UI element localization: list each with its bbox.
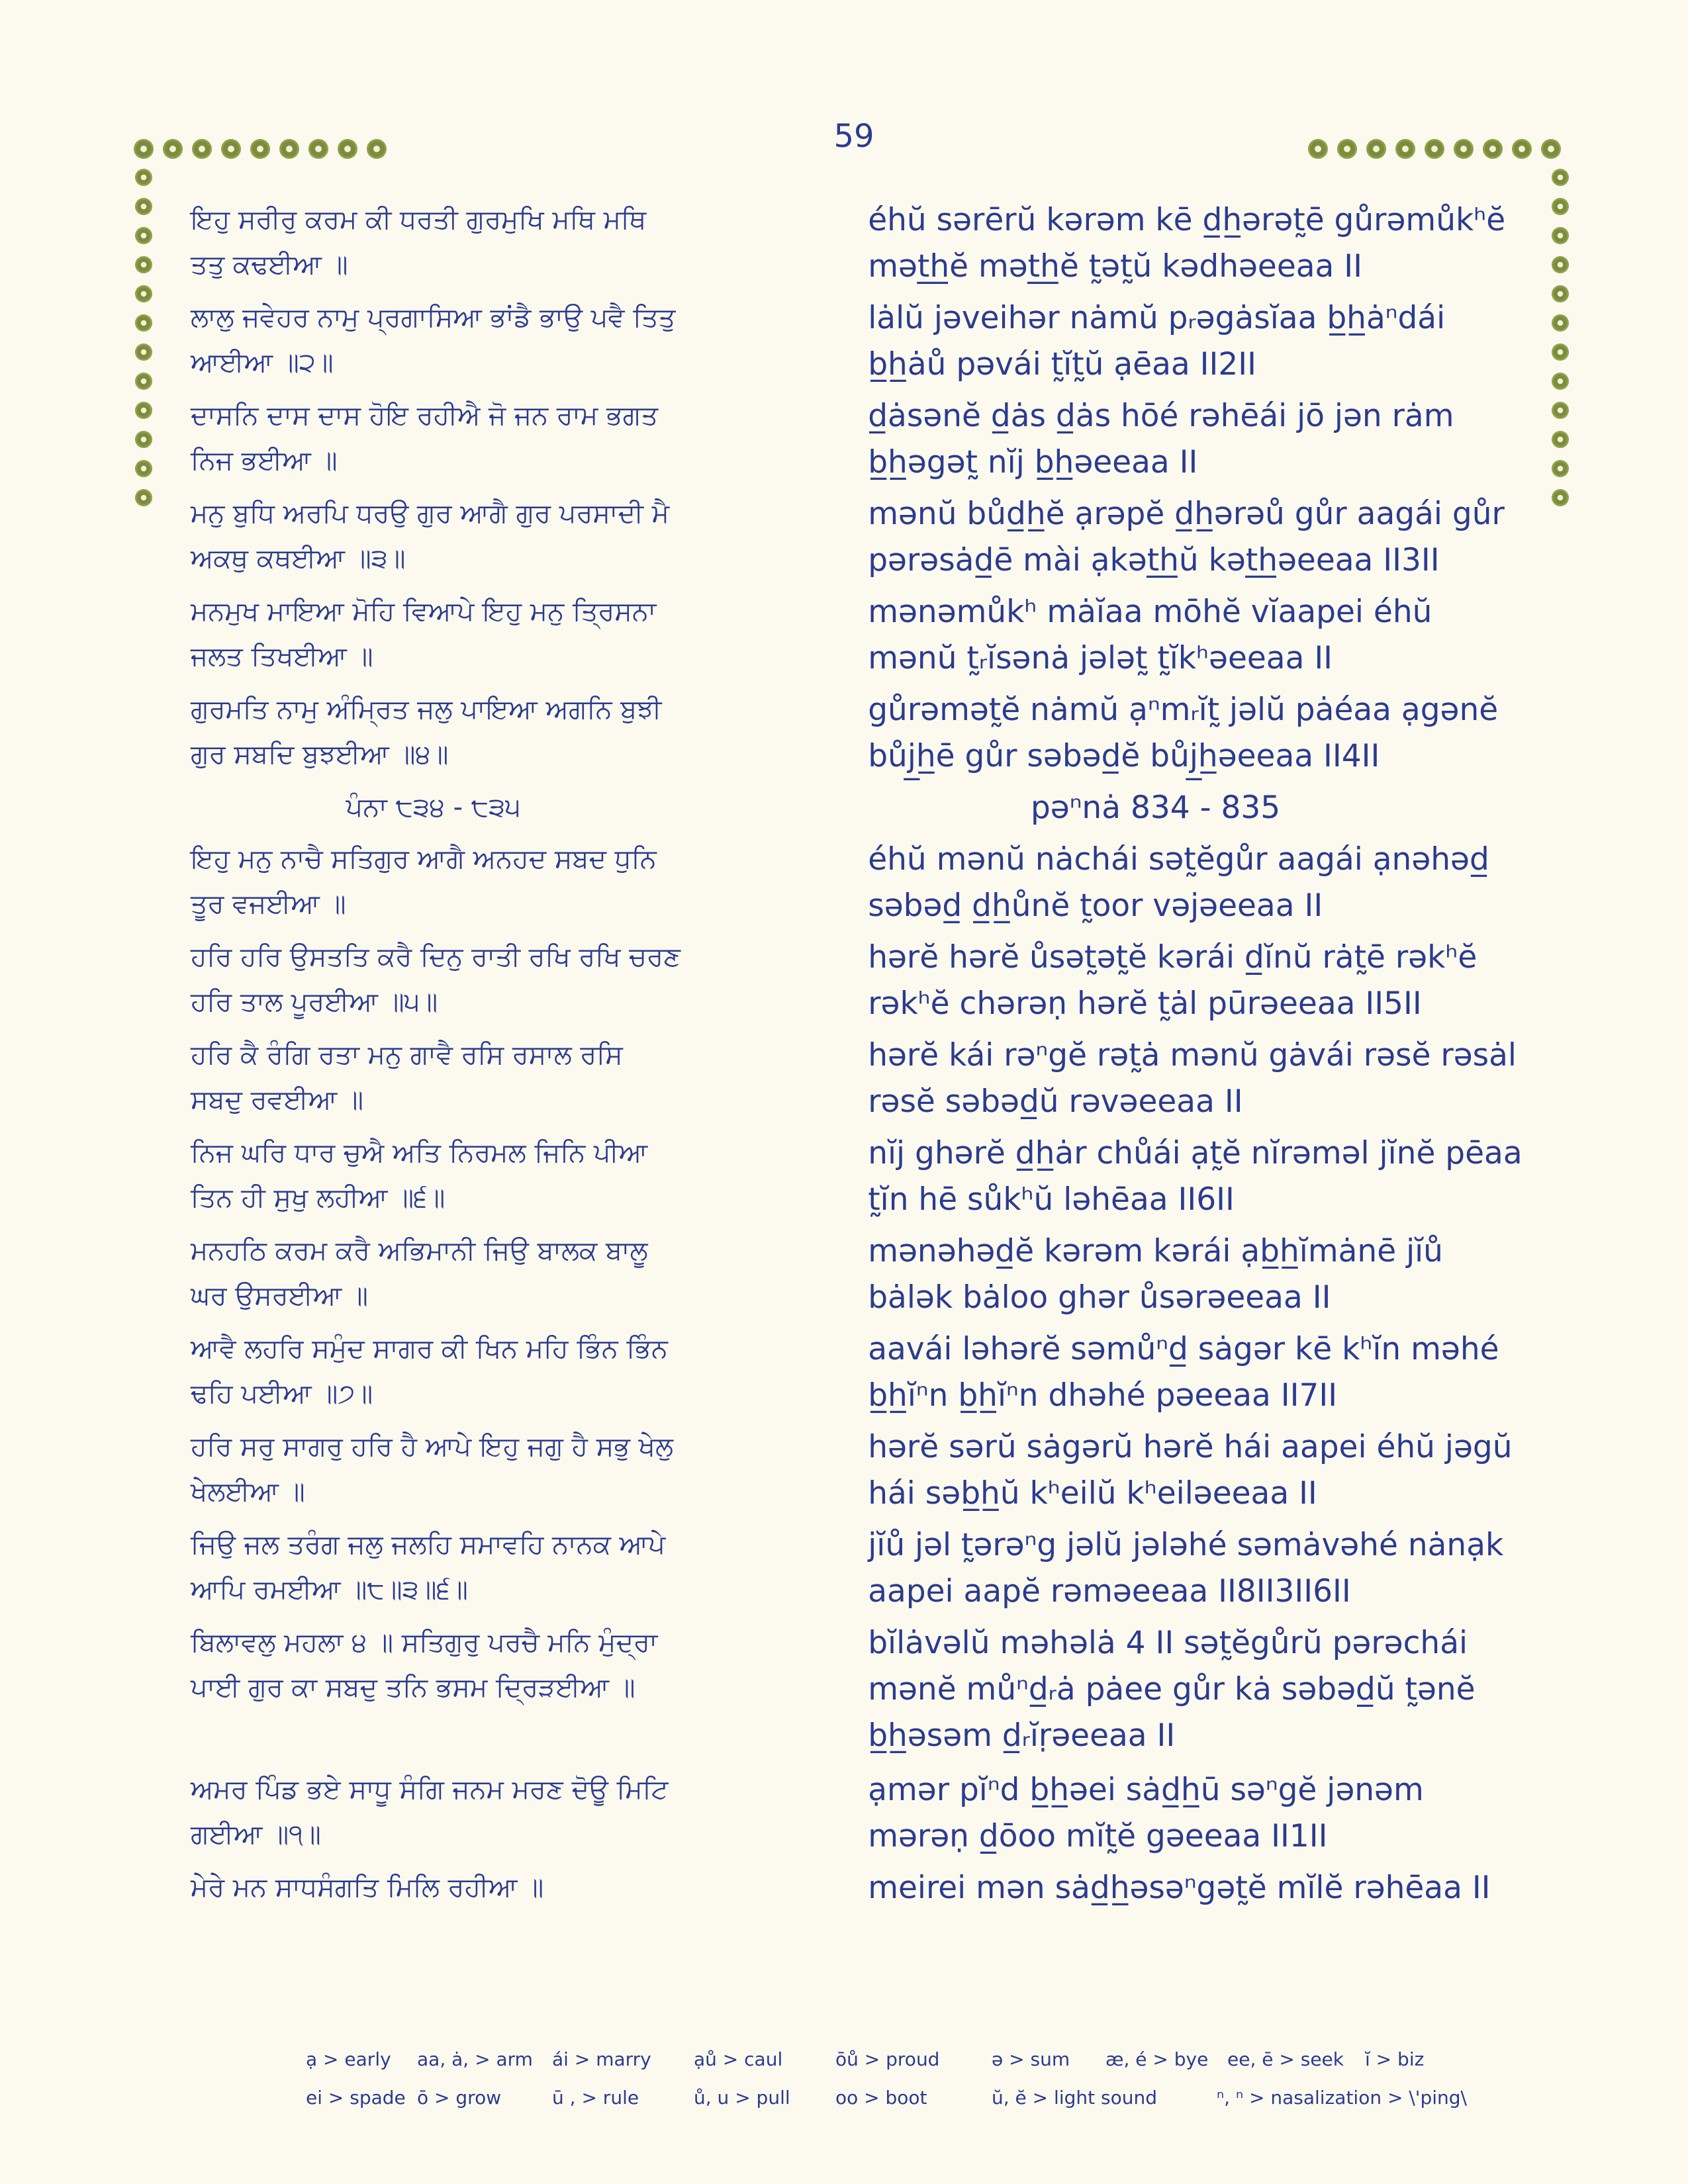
- gurmukhi-text: ਆਵੈ ਲਹਰਿ ਸਮੁੰਦ ਸਾਗਰ ਕੀ ਖਿਨ ਮਹਿ ਭਿੰਨ ਭਿੰਨ ਢਹਿ ਪਈਆ ॥੭॥: [191, 1334, 668, 1409]
- legend-item: ĭ > biz: [1365, 2048, 1425, 2070]
- flower-icon: [135, 431, 152, 448]
- legend-item: ạ > early: [306, 2048, 391, 2070]
- gurmukhi-text: ਮਨਹਠਿ ਕਰਮ ਕਰੈ ਅਭਿਮਾਨੀ ਜਿਉ ਬਾਲਕ ਬਾਲੂ ਘਰ ਉਸਰਈਆ ॥: [191, 1236, 648, 1311]
- flower-icon: [250, 139, 270, 159]
- verse-row: [191, 837, 1528, 929]
- flower-icon: [1541, 139, 1561, 159]
- verse-row: [191, 687, 1528, 780]
- flower-icon: [163, 139, 183, 159]
- verse-row: [191, 1228, 1528, 1321]
- verse-list: [191, 197, 1528, 1917]
- transliteration-text: gůrəmət̰ĕ nȧmŭ ạⁿmᵣĭt̰ jəlŭ pȧéaa ạgənĕ bůj̲h̲ē gůr səbəd̲ĕ bůj̲h̲əeeaa II4II: [868, 692, 1499, 774]
- gurmukhi-text: ਗੁਰਮਤਿ ਨਾਮੁ ਅੰਮ੍ਰਿਤ ਜਲੁ ਪਾਇਆ ਅਗਨਿ ਬੁਝੀ ਗੁਰ ਸਬਦਿ ਬੁਝਈਆ ॥੪॥: [191, 694, 662, 770]
- verse-row: [191, 1326, 1528, 1419]
- legend-item: ái > marry: [552, 2048, 651, 2070]
- verse-row: [191, 1865, 1528, 1911]
- verse-row: [191, 589, 1528, 682]
- flower-icon: [1552, 431, 1569, 448]
- transliteration-text: meirei mən sȧd̲h̲əsəⁿgət̰ĕ mĭlĕ rəhēaa II: [868, 1870, 1491, 1906]
- flower-icon: [367, 139, 387, 159]
- gurmukhi-text: ਹਰਿ ਹਰਿ ਉਸਤਤਿ ਕਰੈ ਦਿਨੁ ਰਾਤੀ ਰਖਿ ਰਖਿ ਚਰਣ ਹਰਿ ਤਾਲ ਪੂਰਈਆ ॥੫॥: [191, 942, 681, 1017]
- legend-item: ạů > caul: [694, 2048, 783, 2070]
- verse-row: [191, 393, 1528, 486]
- flower-icon: [135, 314, 152, 332]
- transliteration-text: nĭj ghərĕ d̲h̲ȧr chůái ạt̰ĕ nĭrəməl jĭnĕ pēaa t̰ĭn hē sůkʰŭ ləhēaa II6II: [868, 1135, 1523, 1218]
- legend-item: ee, ē > seek: [1227, 2048, 1344, 2070]
- transliteration-text: mənŭ bůd̲h̲ĕ ạrəpĕ d̲h̲ərəů gůr aagái gůr pərəsȧd̲ē mài ạkət̲h̲ŭ kət̲h̲əeeaa II3II: [868, 496, 1505, 578]
- gurmukhi-text: ਬਿਲਾਵਲੁ ਮਹਲਾ ੪ ॥ ਸਤਿਗੁਰੁ ਪਰਚੈ ਮਨਿ ਮੁੰਦ੍ਰਾ ਪਾਈ ਗੁਰ ਕਾ ਸਬਦੁ ਤਨਿ ਭਸਮ ਦ੍ਰਿੜਈਆ ॥: [191, 1627, 658, 1703]
- legend-item: ū , > rule: [552, 2086, 639, 2109]
- right-ornament-column: [1552, 169, 1569, 506]
- transliteration-text: hərĕ sərŭ sȧgərŭ hərĕ hái aapei éhŭ jəgŭ hái səb̲h̲ŭ kʰeilŭ kʰeiləeeaa II: [868, 1429, 1513, 1512]
- gurmukhi-text: ਇਹੁ ਮਨੁ ਨਾਚੈ ਸਤਿਗੁਰ ਆਗੈ ਅਨਹਦ ਸਬਦ ਧੁਨਿ ਤੂਰ ਵਜਈਆ ॥: [191, 844, 657, 919]
- flower-icon: [221, 139, 241, 159]
- transliteration-text: bĭlȧvəlŭ məhəlȧ 4 II sət̰ĕgůrŭ pərəchái mənĕ můⁿd̲ᵣȧ pȧee gůr kȧ səbəd̲ŭ t̰ənĕ b̲h̲əsəm d̲ᵣĭṛəeeaa II: [868, 1625, 1476, 1754]
- flower-icon: [1552, 227, 1569, 244]
- transliteration-text: jĭů jəl t̰ərəⁿg jəlŭ jələhé səmȧvəhé nȧnạk aapei aapĕ rəməeeaa II8II3II6II: [868, 1527, 1504, 1610]
- transliteration-text: lȧlŭ jəveihər nȧmŭ pᵣəgȧsĭaa b̲h̲ȧⁿdái b̲h̲ȧů pəvái t̰ĭt̰ŭ ạēaa II2II: [868, 300, 1446, 383]
- transliteration-text: mənəhəd̲ĕ kərəm kərái ạb̲h̲ĭmȧnē jĭů bȧlək bȧloo ghər ůsərəeeaa II: [868, 1233, 1443, 1316]
- legend-item: oo > boot: [835, 2086, 927, 2109]
- flower-icon: [1483, 139, 1503, 159]
- flower-icon: [135, 460, 152, 477]
- gurmukhi-text: ਅਮਰ ਪਿੰਡ ਭਏ ਸਾਧੂ ਸੰਗਿ ਜਨਮ ਮਰਣ ਦੋਊ ਮਿਟਿ ਗਈਆ ॥੧॥: [191, 1774, 669, 1850]
- flower-icon: [1552, 314, 1569, 332]
- flower-icon: [1552, 343, 1569, 361]
- flower-icon: [308, 139, 328, 159]
- verse-row: [191, 1522, 1528, 1615]
- page-reference-translit: pəⁿnȧ 834 - 835: [1030, 790, 1281, 826]
- page-reference-row: [191, 785, 1528, 831]
- legend-item: ŭ, ĕ > light sound: [992, 2086, 1157, 2109]
- flower-icon: [1552, 489, 1569, 506]
- transliteration-text: éhŭ sərērŭ kərəm kē d̲h̲ərət̰ē gůrəmůkʰĕ mət̲h̲ĕ mət̲h̲ĕ t̰ət̰ŭ kədhəeeaa II: [868, 202, 1506, 285]
- left-ornament-column: [135, 169, 152, 506]
- transliteration-text: mənəmůkʰ mȧĭaa mōhĕ vĭaapei éhŭ mənŭ t̰ᵣĭsənȧ jələt̰ t̰ĭkʰəeeaa II: [868, 594, 1432, 676]
- flower-icon: [1552, 169, 1569, 186]
- flower-icon: [1552, 256, 1569, 273]
- gurmukhi-text: ਇਹੁ ਸਰੀਰੁ ਕਰਮ ਕੀ ਧਰਤੀ ਗੁਰਮੁਖਿ ਮਥਿ ਮਥਿ ਤਤੁ ਕਢਈਆ ॥: [191, 205, 647, 280]
- transliteration-text: hərĕ kái rəⁿgĕ rət̰ȧ mənŭ gȧvái rəsĕ rəsȧl rəsĕ səbəd̲ŭ rəvəeeaa II: [868, 1037, 1517, 1120]
- verse-row: [191, 1767, 1528, 1860]
- flower-icon: [1454, 139, 1474, 159]
- transliteration-text: éhŭ mənŭ nȧchái sət̰ĕgůr aagái ạnəhəd̲ səbəd̲ d̲h̲ůnĕ t̰oor vəjəeeaa II: [868, 841, 1489, 924]
- flower-icon: [279, 139, 299, 159]
- pronunciation-legend: [306, 2040, 1471, 2116]
- flower-icon: [338, 139, 357, 159]
- flower-icon: [192, 139, 212, 159]
- flower-icon: [1395, 139, 1415, 159]
- verse-row: [191, 491, 1528, 584]
- transliteration-text: d̲ȧsənĕ d̲ȧs d̲ȧs hōé rəhēái jō jən rȧm b̲h̲əgət̰ nĭj b̲h̲əeeaa II: [868, 398, 1454, 480]
- legend-item: ei > spade: [306, 2086, 406, 2109]
- flower-icon: [1512, 139, 1532, 159]
- legend-item: aa, ȧ, > arm: [417, 2048, 533, 2070]
- verse-row: [191, 1130, 1528, 1223]
- page-number: 59: [833, 118, 874, 155]
- flower-icon: [1552, 285, 1569, 302]
- gurmukhi-text: ਹਰਿ ਸਰੁ ਸਾਗਰੁ ਹਰਿ ਹੈ ਆਪੇ ਇਹੁ ਜਗੁ ਹੈ ਸਭੁ ਖੇਲੁ ਖੇਲਈਆ ॥: [191, 1432, 674, 1507]
- verse-row: [191, 1424, 1528, 1517]
- gurmukhi-text: ਹਰਿ ਕੈ ਰੰਗਿ ਰਤਾ ਮਨੁ ਗਾਵੈ ਰਸਿ ਰਸਾਲ ਰਸਿ ਸਬਦੁ ਰਵਈਆ ॥: [191, 1040, 623, 1115]
- verse-row: [191, 1620, 1528, 1759]
- verse-row: [191, 197, 1528, 290]
- gurmukhi-text: ਜਿਉ ਜਲ ਤਰੰਗ ਜਲੁ ਜਲਹਿ ਸਮਾਵਹਿ ਨਾਨਕ ਆਪੇ ਆਪਿ ਰਮਈਆ ॥੮॥੩॥੬॥: [191, 1529, 666, 1605]
- legend-item: ů, u > pull: [694, 2086, 790, 2109]
- legend-item: ⁿ, ⁿ > nasalization > \'ping\: [1217, 2086, 1467, 2109]
- legend-item: ō > grow: [417, 2086, 502, 2109]
- transliteration-text: aavái ləhərĕ səmůⁿd̲ sȧgər kē kʰĭn məhé b̲h̲ĭⁿn b̲h̲ĭⁿn dhəhé pəeeaa II7II: [868, 1331, 1499, 1414]
- page-reference-gurmukhi: ਪੰਨਾ ੮੩੪ - ੮੩੫: [346, 792, 521, 823]
- top-left-ornament-row: [134, 139, 387, 159]
- flower-icon: [1552, 373, 1569, 390]
- flower-icon: [135, 489, 152, 506]
- flower-icon: [135, 373, 152, 390]
- verse-row: [191, 1032, 1528, 1125]
- flower-icon: [135, 402, 152, 419]
- flower-icon: [135, 256, 152, 273]
- gurmukhi-text: ਨਿਜ ਘਰਿ ਧਾਰ ਚੁਐ ਅਤਿ ਨਿਰਮਲ ਜਿਨਿ ਪੀਆ ਤਿਨ ਹੀ ਸੁਖੁ ਲਹੀਆ ॥੬॥: [191, 1138, 648, 1213]
- transliteration-text: ạmər pĭⁿd b̲h̲əei sȧd̲h̲ū səⁿgĕ jənəm mərəṇ d̲ōoo mĭt̰ĕ gəeeaa II1II: [868, 1772, 1424, 1854]
- flower-icon: [135, 343, 152, 361]
- flower-icon: [1337, 139, 1357, 159]
- legend-row-1: [306, 2040, 1471, 2078]
- legend-row-2: [306, 2078, 1471, 2116]
- verse-row: [191, 934, 1528, 1027]
- gurmukhi-text: ਮਨਮੁਖ ਮਾਇਆ ਮੋਹਿ ਵਿਆਪੇ ਇਹੁ ਮਨੁ ਤ੍ਰਿਸਨਾ ਜਲਤ ਤਿਖਈਆ ॥: [191, 596, 657, 672]
- transliteration-text: hərĕ hərĕ ůsət̰ət̰ĕ kərái d̲ĭnŭ rȧt̰ē rəkʰĕ rəkʰĕ chərəṇ hərĕ t̰ȧl pūrəeeaa II5II: [868, 939, 1477, 1022]
- flower-icon: [1552, 402, 1569, 419]
- flower-icon: [1425, 139, 1444, 159]
- flower-icon: [1552, 460, 1569, 477]
- gurmukhi-text: ਮੇਰੇ ਮਨ ਸਾਧਸੰਗਤਿ ਮਿਲਿ ਰਹੀਆ ॥: [191, 1872, 544, 1903]
- gurmukhi-text: ਦਾਸਨਿ ਦਾਸ ਦਾਸ ਹੋਇ ਰਹੀਐ ਜੋ ਜਨ ਰਾਮ ਭਗਤ ਨਿਜ ਭਈਆ ॥: [191, 400, 659, 476]
- gurmukhi-text: ਲਾਲੁ ਜਵੇਹਰ ਨਾਮੁ ਪ੍ਰਗਾਸਿਆ ਭਾਂਡੈ ਭਾਉ ਪਵੈ ਤਿਤੁ ਆਈਆ ॥੨॥: [191, 302, 676, 378]
- legend-item: ōů > proud: [835, 2048, 940, 2070]
- flower-icon: [135, 198, 152, 215]
- flower-icon: [1308, 139, 1328, 159]
- flower-icon: [135, 169, 152, 186]
- verse-row: [191, 295, 1528, 388]
- legend-item: ə > sum: [992, 2048, 1070, 2070]
- top-right-ornament-row: [1308, 139, 1561, 159]
- flower-icon: [135, 227, 152, 244]
- flower-icon: [1366, 139, 1386, 159]
- legend-item: æ, é > bye: [1105, 2048, 1209, 2070]
- flower-icon: [134, 139, 154, 159]
- flower-icon: [1552, 198, 1569, 215]
- gurmukhi-text: ਮਨੁ ਬੁਧਿ ਅਰਪਿ ਧਰਉ ਗੁਰ ਆਗੈ ਗੁਰ ਪਰਸਾਦੀ ਮੈ ਅਕਥੁ ਕਥਈਆ ॥੩॥: [191, 498, 670, 574]
- flower-icon: [135, 285, 152, 302]
